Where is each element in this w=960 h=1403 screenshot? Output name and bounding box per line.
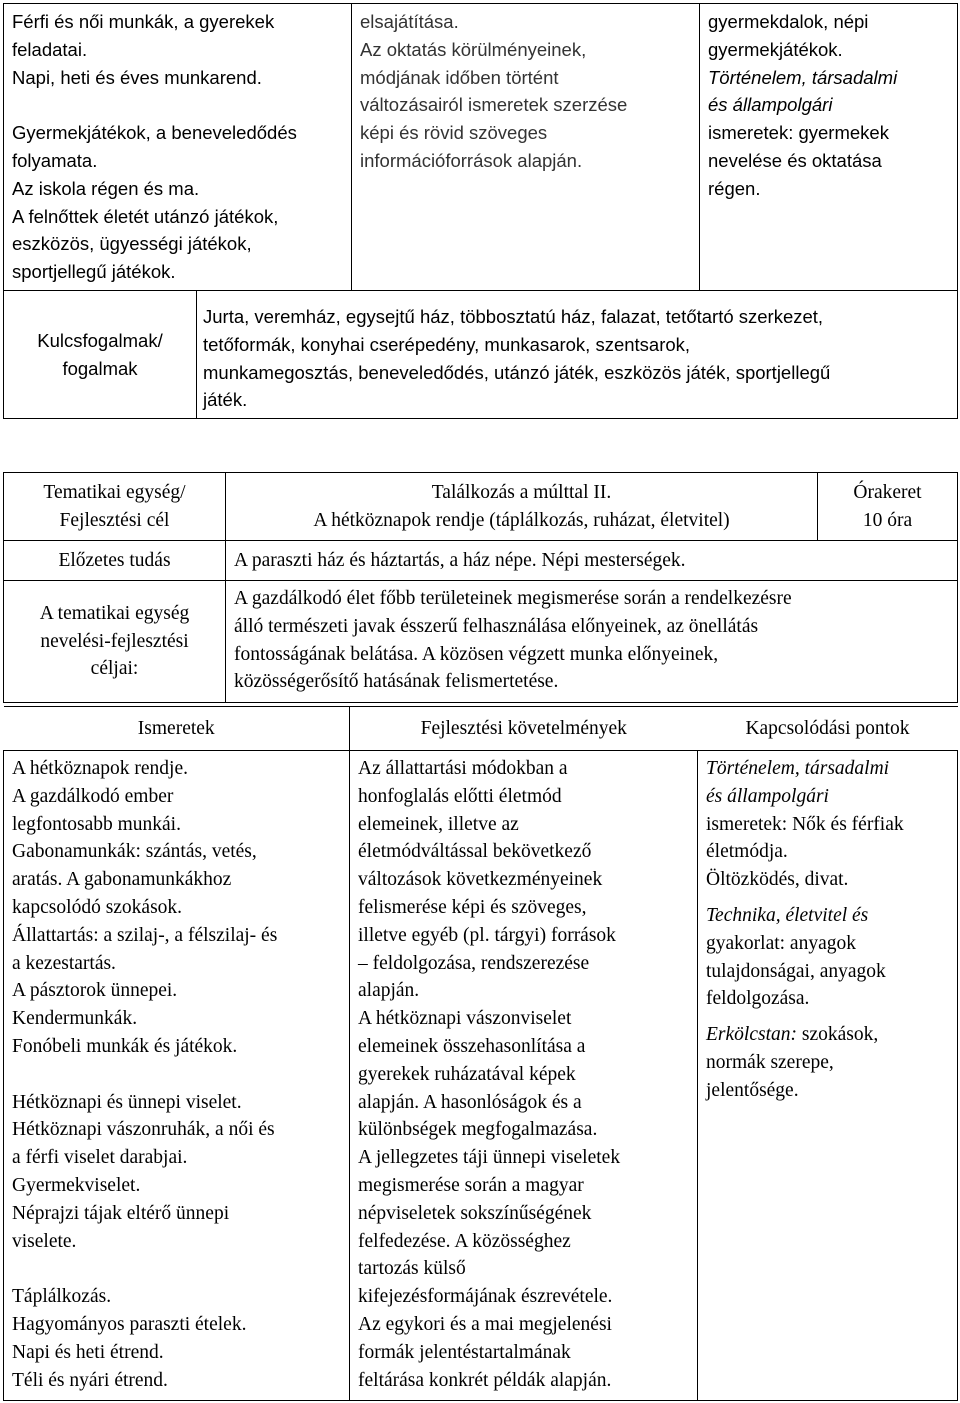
text-line: feltárása konkrét példák alapján. — [358, 1369, 612, 1391]
link-subject: Történelem, társadalmi — [706, 758, 890, 779]
text-line: álló természeti javak ésszerű felhasználása előnyeinek, az önellátás — [234, 615, 759, 637]
text-line: fontosságának belátása. A közösen végzett munka előnyeinek, — [234, 643, 719, 665]
text-line: játék. — [203, 389, 248, 411]
unit-table — [3, 472, 958, 703]
text-line: életmódváltással bekövetkező — [358, 841, 592, 863]
prior-knowledge-label: Előzetes tudás — [58, 549, 171, 571]
text-line: közösségerősítő hatásának felismertetése. — [234, 671, 559, 693]
text-line: Táplálkozás. — [12, 1286, 112, 1308]
key-concepts-label — [4, 327, 196, 383]
link-block — [706, 1021, 951, 1104]
text-line: Napi és heti étrend. — [12, 1341, 164, 1363]
link-block — [706, 902, 951, 1013]
text-line: változások következményeinek — [358, 869, 603, 891]
text-line: alapján. A hasonlóságok és a — [358, 1091, 582, 1113]
text-line: Kendermunkák. — [12, 1008, 138, 1030]
links-header-cell — [698, 707, 958, 751]
prior-knowledge-text-cell — [226, 541, 958, 581]
unit-title-cell — [226, 473, 818, 541]
text-line: formák jelentéstartalmának — [358, 1341, 571, 1363]
requirements-header: Fejlesztési követelmények — [420, 718, 627, 739]
text-line: illetve egyéb (pl. tárgyi) források — [358, 924, 616, 946]
text-line: Az egykori és a mai megjelenési — [358, 1313, 612, 1335]
text-line: Gabonamunkák: szántás, vetés, — [12, 841, 257, 863]
text-line: 10 óra — [862, 509, 913, 531]
text-line: elsajátítása. — [360, 11, 459, 32]
goals-text-cell — [226, 581, 958, 703]
knowledge-text — [4, 751, 349, 1398]
text-line: feladatai. — [12, 38, 88, 60]
text-line: Történelem, társadalmi — [708, 66, 898, 88]
link-text: Öltözködés, divat. — [706, 869, 849, 891]
text-line: Találkozás a múlttal II. — [431, 482, 612, 503]
top-knowledge-text — [4, 4, 351, 290]
top-links-text — [700, 4, 957, 207]
text-line: tartozás külső — [358, 1258, 466, 1280]
text-line: Téli és nyári étrend. — [12, 1369, 168, 1391]
text-line: Férfi és női munkák, a gyerekek — [12, 11, 275, 32]
link-inline-line — [706, 1021, 951, 1049]
text-line: Az állattartási módokban a — [358, 758, 568, 779]
text-line: a kezestartás. — [12, 952, 116, 974]
top-links-cell — [700, 4, 958, 291]
text-line: Állattartás: a szilaj-, a félszilaj- és — [12, 924, 278, 946]
link-subject: Technika, életvitel és — [706, 904, 869, 926]
text-line: munkamegosztás, beneveledődés, utánzó játék, eszközös játék, sportjellegű — [203, 361, 831, 383]
text-line: eszközös, ügyességi játékok, — [12, 233, 252, 255]
link-subject: Erkölcstan: — [706, 1024, 797, 1046]
text-line: nevelése és oktatása — [708, 149, 882, 171]
text-line: céljai: — [90, 658, 139, 680]
links-header: Kapcsolódási pontok — [745, 718, 910, 739]
text-line: tetőformák, konyhai cserépedény, munkasarok, szentsarok, — [203, 333, 691, 355]
text-line: Hagyományos paraszti ételek. — [12, 1313, 247, 1335]
text-line: viselete. — [12, 1230, 77, 1252]
text-line: Gyermekviselet. — [12, 1174, 141, 1196]
requirements-text — [350, 751, 697, 1398]
text-line: A hétköznapok rendje. — [12, 758, 188, 779]
requirements-cell — [350, 751, 698, 1401]
text-line: népviseletek sokszínűségének — [358, 1202, 592, 1224]
top-table — [3, 3, 958, 419]
hours-value — [818, 473, 957, 535]
text-line: régen. — [708, 177, 761, 199]
link-block — [706, 755, 951, 894]
text-line: legfontosabb munkái. — [12, 813, 181, 835]
text-line: megismerése során a magyar — [358, 1174, 584, 1196]
goals-label-cell — [4, 581, 226, 703]
text-line: változásairól ismeretek szerzése — [360, 94, 628, 116]
text-line: gyerekek ruházatával képek — [358, 1063, 576, 1085]
text-line: A hétköznapok rendje (táplálkozás, ruházat, életvitel) — [313, 509, 730, 531]
unit-title — [226, 473, 817, 535]
text-line: A felnőttek életét utánzó játékok, — [12, 205, 279, 227]
text-line: Tematikai egység/ — [43, 482, 186, 503]
link-text: ismeretek: Nők és férfiak — [706, 813, 904, 835]
knowledge-cell — [4, 751, 350, 1401]
text-line: honfoglalás előtti életmód — [358, 785, 562, 807]
text-line: a férfi viselet darabjai. — [12, 1147, 188, 1169]
text-line: folyamata. — [12, 149, 98, 171]
text-line: Hétköznapi és ünnepi viselet. — [12, 1091, 242, 1113]
text-line: Fejlesztési cél — [59, 509, 170, 531]
link-text: tulajdonságai, anyagok — [706, 960, 886, 982]
text-line: Az oktatás körülményeinek, — [360, 38, 587, 60]
text-line: nevelési-fejlesztési — [40, 630, 189, 652]
text-line: elemeinek összehasonlítása a — [358, 1035, 586, 1057]
goals-label — [4, 600, 225, 683]
text-line: A jellegzetes táji ünnepi viseletek — [358, 1147, 621, 1169]
prior-knowledge-label-cell — [4, 541, 226, 581]
text-line: Napi, heti és éves munkarend. — [12, 66, 262, 88]
text-line: ismeretek: gyermekek — [708, 122, 889, 144]
text-line: információforrások alapján. — [360, 149, 583, 171]
text-line: A hétköznapi vászonviselet — [358, 1008, 572, 1030]
text-line: aratás. A gabonamunkákhoz — [12, 869, 232, 891]
link-text: feldolgozása. — [706, 988, 810, 1010]
text-line: Órakeret — [853, 482, 922, 503]
text-line: Kulcsfogalmak/ — [37, 329, 163, 351]
prior-knowledge-text: A paraszti ház és háztartás, a ház népe. Népi mesterségek. — [234, 549, 686, 571]
text-line: gyermekdalok, népi — [708, 11, 869, 32]
text-line: felfedezése. A közösséghez — [358, 1230, 571, 1252]
text-line: Néprajzi tájak eltérő ünnepi — [12, 1202, 230, 1224]
text-line: kapcsolódó szokások. — [12, 896, 183, 918]
text-line: alapján. — [358, 980, 420, 1002]
text-line: Gyermekjátékok, a beneveledődés — [12, 122, 297, 144]
text-line — [12, 1255, 343, 1283]
text-line: A gazdálkodó ember — [12, 785, 174, 807]
text-line: fogalmak — [62, 357, 138, 379]
text-line: gyermekjátékok. — [708, 38, 843, 60]
text-line: Az iskola régen és ma. — [12, 177, 200, 199]
links-cell — [698, 751, 958, 1401]
text-line — [12, 1061, 343, 1089]
hours-cell — [818, 473, 958, 541]
text-line: elemeinek, illetve az — [358, 813, 519, 835]
key-concepts-label-cell — [4, 290, 197, 418]
content-table — [3, 706, 958, 1401]
text-line: különbségek megfogalmazása. — [358, 1119, 598, 1141]
key-concepts-text — [197, 291, 957, 418]
link-text: normák szerepe, — [706, 1051, 834, 1073]
knowledge-header: Ismeretek — [137, 718, 215, 739]
text-line: módjának időben történt — [360, 66, 559, 88]
text-line: és állampolgári — [708, 94, 833, 116]
top-requirements-text — [352, 4, 699, 179]
knowledge-header-cell — [4, 707, 350, 751]
text-line: A pásztorok ünnepei. — [12, 980, 178, 1002]
text-line: felismerése képi és szöveges, — [358, 896, 587, 918]
link-subject: és állampolgári — [706, 785, 829, 807]
requirements-header-cell — [350, 707, 698, 751]
text-line: Jurta, veremház, egysejtű ház, többosztatú ház, falazat, tetőtartó szerkezet, — [203, 305, 824, 327]
text-line: – feldolgozása, rendszerezése — [358, 952, 590, 974]
links-text — [698, 751, 957, 1109]
text-line: A tematikai egység — [39, 602, 190, 624]
link-text: gyakorlat: anyagok — [706, 932, 856, 954]
text-line: kifejezésformájának észrevétele. — [358, 1286, 613, 1308]
unit-label-cell — [4, 473, 226, 541]
link-text: jelentősége. — [706, 1079, 799, 1101]
unit-label — [4, 473, 225, 535]
text-line: A gazdálkodó élet főbb területeinek megismerése során a rendelkezésre — [234, 588, 792, 609]
text-line: képi és rövid szöveges — [360, 122, 548, 144]
top-requirements-cell — [352, 4, 700, 291]
goals-text — [226, 581, 957, 700]
text-line — [12, 91, 345, 119]
text-line: Hétköznapi vászonruhák, a női és — [12, 1119, 275, 1141]
text-line: Fonóbeli munkák és játékok. — [12, 1035, 238, 1057]
text-line: sportjellegű játékok. — [12, 261, 176, 283]
top-knowledge-cell — [4, 4, 352, 291]
link-text: életmódja. — [706, 841, 788, 863]
link-text: szokások, — [796, 1024, 879, 1046]
key-concepts-text-cell — [197, 290, 958, 418]
